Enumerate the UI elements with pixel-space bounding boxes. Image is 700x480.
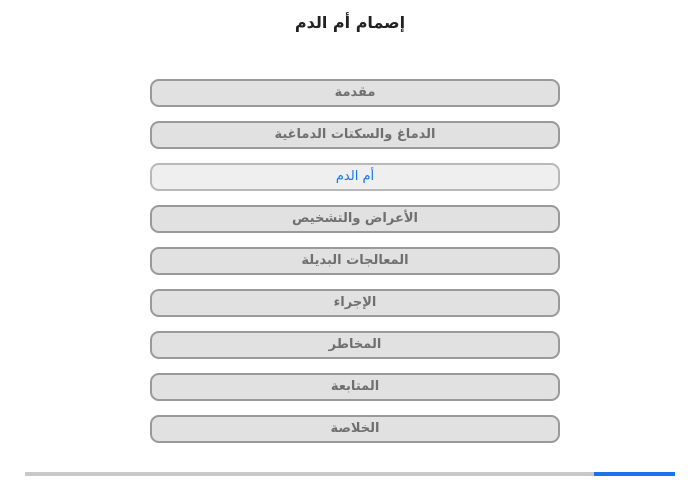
- menu-item-symptoms-diagnosis[interactable]: الأعراض والتشخيص: [150, 205, 560, 233]
- menu-item-summary[interactable]: الخلاصة: [150, 415, 560, 443]
- chapter-menu: [150, 79, 560, 457]
- progress-bar: [25, 472, 675, 476]
- progress-bar-fill: [594, 472, 675, 476]
- menu-item-introduction[interactable]: مقدمة: [150, 79, 560, 107]
- menu-item-brain-and-strokes[interactable]: الدماغ والسكتات الدماغية: [150, 121, 560, 149]
- menu-item-risks[interactable]: المخاطر: [150, 331, 560, 359]
- menu-item-aneurysm[interactable]: أم الدم: [150, 163, 560, 191]
- menu-item-alternative-treatments[interactable]: المعالجات البديلة: [150, 247, 560, 275]
- menu-item-follow-up[interactable]: المتابعة: [150, 373, 560, 401]
- page-title: إصمام أم الدم: [294, 13, 406, 32]
- menu-item-procedure[interactable]: الإجراء: [150, 289, 560, 317]
